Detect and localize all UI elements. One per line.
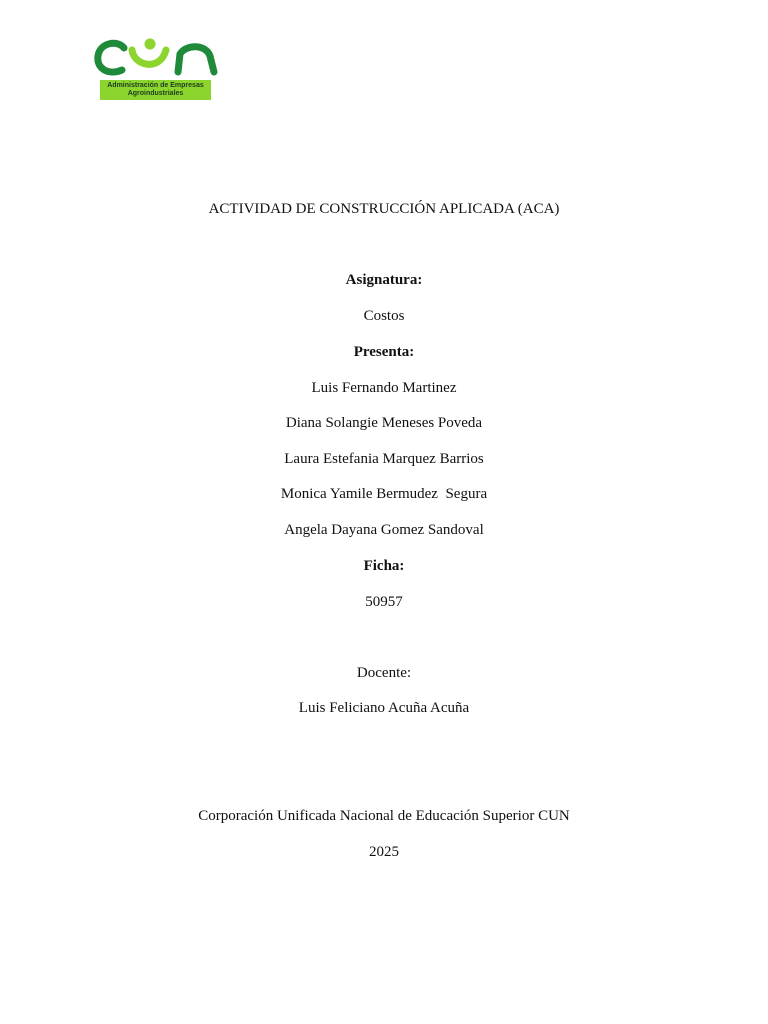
logo-band [100, 80, 211, 100]
document-year: 2025 [369, 844, 399, 860]
teacher-label: Docente: [356, 665, 412, 681]
teacher-name: Luis Feliciano Acuña Acuña [298, 700, 470, 716]
logo-band-line2: Agroindustriales [127, 90, 184, 97]
subject-label: Asignatura: [345, 272, 423, 288]
cun-logo-icon [94, 36, 224, 80]
presenter-name: Luis Fernando Martinez [311, 380, 457, 396]
presenters-label: Presenta: [353, 344, 415, 360]
cun-logo [94, 36, 224, 102]
subject-value: Costos [363, 308, 405, 324]
presenter-name: Diana Solangie Meneses Poveda [285, 415, 483, 431]
institution-name: Corporación Unificada Nacional de Educación Superior CUN [198, 808, 570, 824]
presenter-name: Monica Yamile Bermudez Segura [280, 486, 488, 502]
presenter-name: Angela Dayana Gomez Sandoval [284, 522, 484, 538]
ficha-label: Ficha: [363, 558, 405, 574]
presenter-name: Laura Estefania Marquez Barrios [284, 451, 484, 467]
logo-band-line1: Administración de Empresas [107, 82, 204, 89]
ficha-value: 50957 [365, 594, 403, 610]
document-title: ACTIVIDAD DE CONSTRUCCIÓN APLICADA (ACA) [208, 201, 560, 217]
